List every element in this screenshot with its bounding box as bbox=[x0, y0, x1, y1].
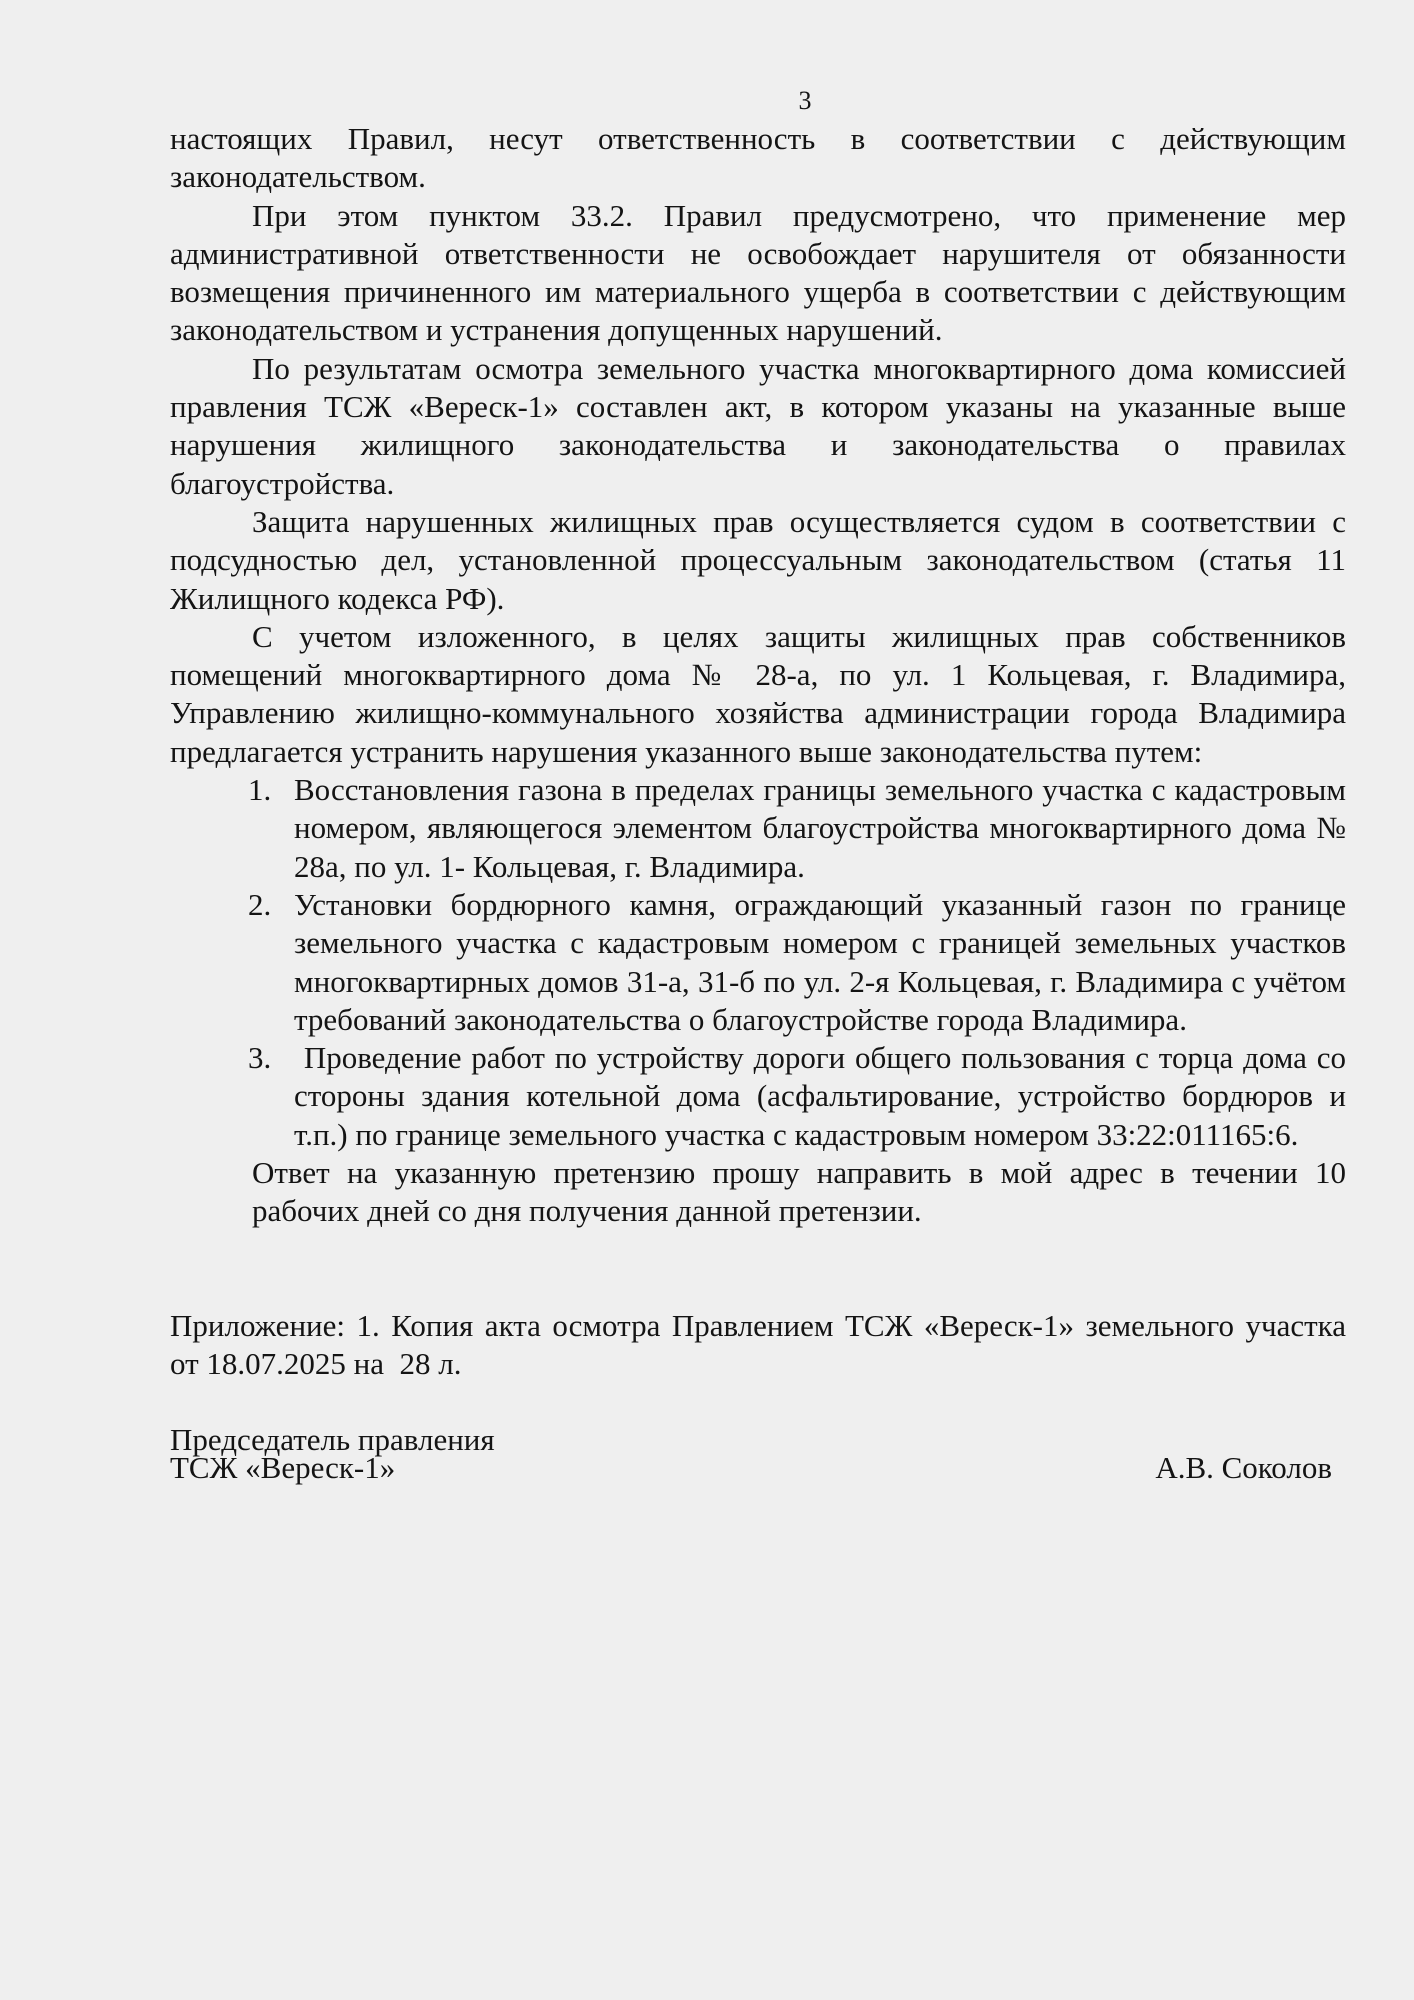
demand-item-number: 2. bbox=[248, 886, 272, 922]
spacer bbox=[170, 1383, 1346, 1421]
demand-item bbox=[248, 1039, 1354, 1154]
demand-item bbox=[248, 771, 1346, 886]
paragraph-court-protection: Защита нарушенных жилищных прав осуществляется судом в соответствии с подсудностью дел, установленной процессуальным законодательством (статья 11 Жилищного кодекса РФ). bbox=[170, 503, 1346, 616]
paragraph-inspection-act: По результатам осмотра земельного участка многоквартирного дома комиссией правления ТСЖ «Вереск-1» составлен акт, в котором указаны на указанные выше нарушения жилищного законодательства и законодательства о правилах благоустройства. bbox=[170, 350, 1346, 501]
signature-block bbox=[170, 1421, 1346, 1498]
page-number: 3 bbox=[798, 86, 812, 115]
demand-item-number: 1. bbox=[248, 772, 272, 808]
demand-item-text: Восстановления газона в пределах границы земельного участка с кадастровым номером, являющегося элементом благоустройства многоквартирного дома № 28а, по ул. 1- Кольцевая, г. Владимира. bbox=[294, 772, 1346, 884]
signature-title-line1: Председатель правления bbox=[170, 1422, 495, 1458]
paragraph-attachment: Приложение: 1. Копия акта осмотра Правлением ТСЖ «Вереск-1» земельного участка от 18.07.2025 на 28 л. bbox=[170, 1307, 1354, 1381]
spacer bbox=[170, 1231, 1346, 1307]
demand-item-text: Установки бордюрного камня, ограждающий указанный газон по границе земельного участка с кадастровым номером с границей земельных участков многоквартирных домов 31-а, 31-б по ул. 2-я Кольцевая, г. Владимира с учётом требований законодательства о благоустройстве города Владимира. bbox=[294, 886, 1346, 1037]
signature-name: А.В. Соколов bbox=[1155, 1450, 1332, 1486]
paragraph-rule-33-2: При этом пунктом 33.2. Правил предусмотрено, что применение мер административной ответственности не освобождает нарушителя от обязанности возмещения причиненного им материального ущерба в соответствии с действующим законодательством и устранения допущенных нарушений. bbox=[170, 197, 1346, 348]
signature-title-line2: ТСЖ «Вереск-1» bbox=[170, 1450, 396, 1486]
demand-item-text: Проведение работ по устройству дороги общего пользования с торца дома со стороны здания котельной дома (асфальтирование, устройство бордюров и т.п.) по границе земельного участка с кадастровым номером 33:22:011165:6. bbox=[294, 1040, 1354, 1152]
paragraph-answer-request: Ответ на указанную претензию прошу направить в мой адрес в течении 10 рабочих дней со дня получения данной претензии. bbox=[252, 1155, 1346, 1229]
demand-item bbox=[248, 886, 1346, 1039]
paragraph-demand-intro: С учетом изложенного, в целях защиты жилищных прав собственников помещений многоквартирного дома № 28-а, по ул. 1 Кольцевая, г. Владимира, Управлению жилищно-коммунального хозяйства администрации города Владимира предлагается устранить нарушения указанного выше законодательства путем: bbox=[170, 618, 1346, 769]
demand-item-number: 3. bbox=[248, 1040, 272, 1076]
demands-list bbox=[170, 771, 1354, 1154]
paragraph-continuation: настоящих Правил, несут ответственность в соответствии с действующим законодательством. bbox=[170, 121, 1346, 195]
